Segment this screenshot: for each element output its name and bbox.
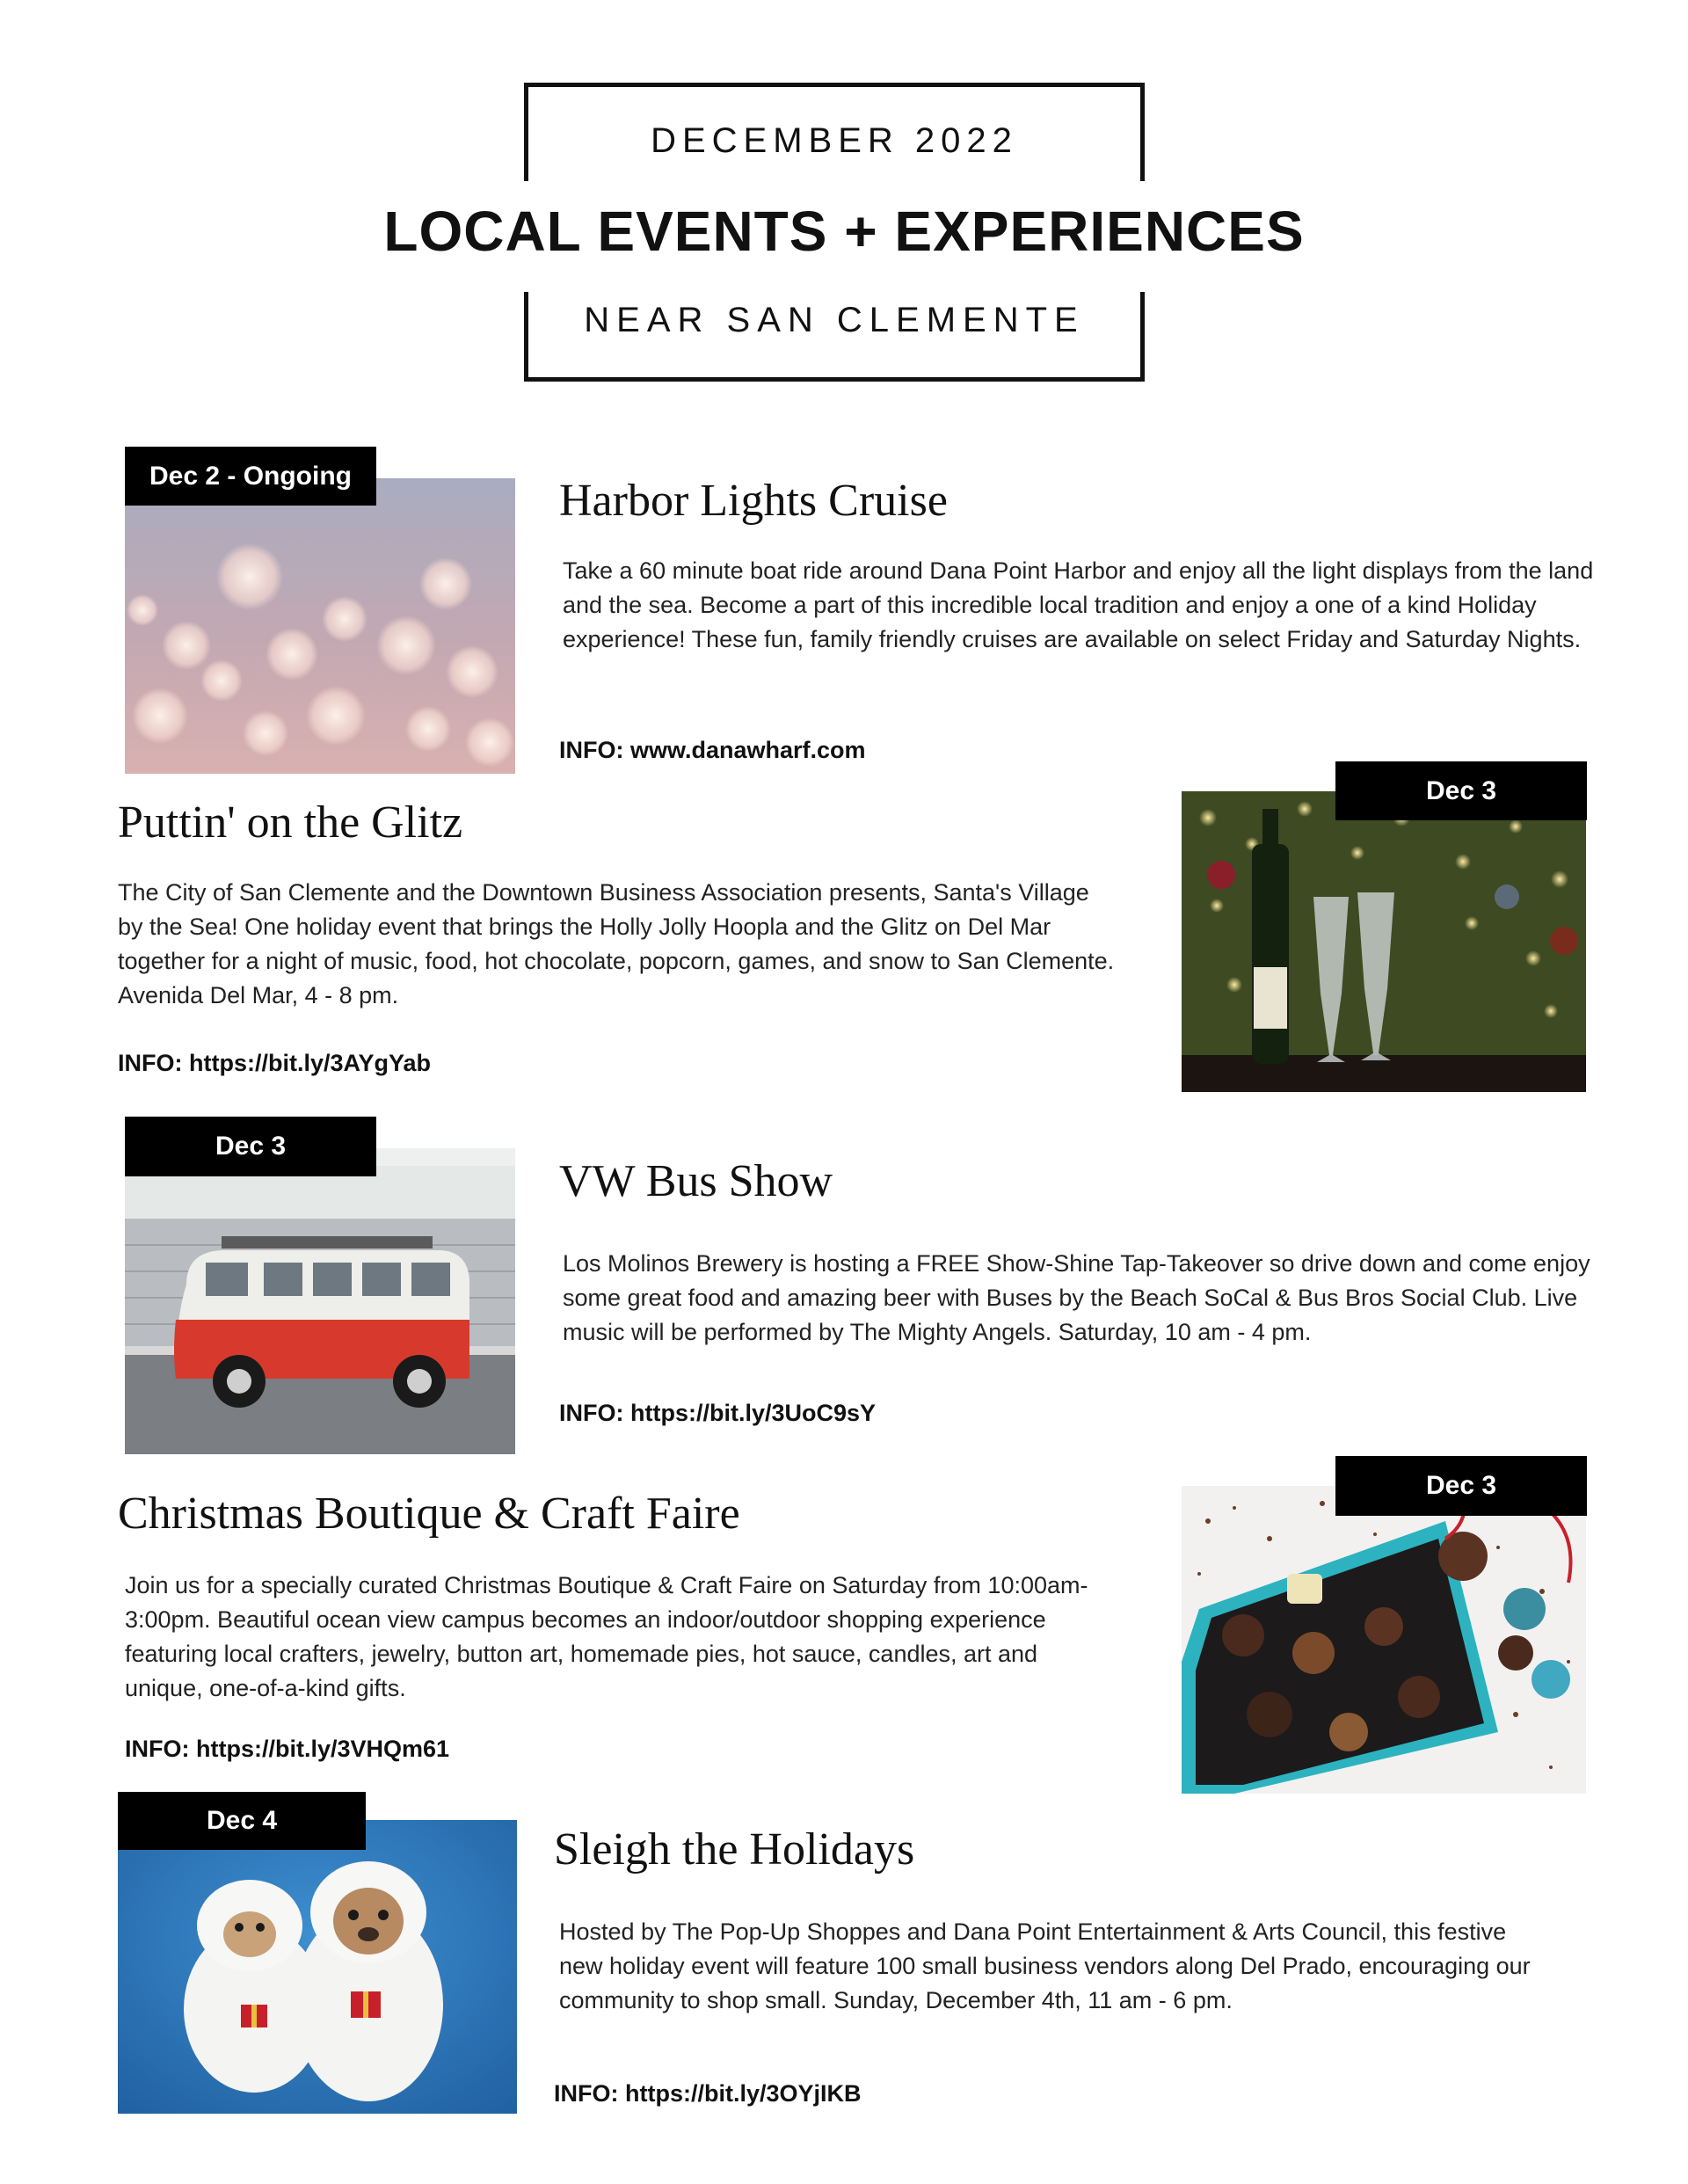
champagne-glasses-photo <box>1182 791 1586 1092</box>
date-tag: Dec 3 <box>1335 1456 1587 1516</box>
date-tag: Dec 4 <box>118 1792 366 1850</box>
event-description: Hosted by The Pop-Up Shoppes and Dana Point Entertainment & Arts Council, this festive new holiday event will feature 100 small business vendors along Del Prado, encouraging our community to shop small. Sunday, December 4th, 11 am - 6 pm. <box>559 1918 1531 2013</box>
event-title: VW Bus Show <box>559 1156 833 1206</box>
date-tag: Dec 3 <box>125 1117 376 1176</box>
page-title: LOCAL EVENTS + EXPERIENCES <box>383 200 1305 263</box>
event-info-link[interactable]: INFO: https://bit.ly/3VHQm61 <box>125 1736 450 1762</box>
event-title: Sleigh the Holidays <box>554 1824 915 1875</box>
header-month: DECEMBER 2022 <box>651 121 1018 160</box>
event-info-link[interactable]: INFO: www.danawharf.com <box>559 737 866 763</box>
event-title: Puttin' on the Glitz <box>118 797 463 848</box>
dogs-costume-photo <box>118 1820 517 2114</box>
event-info-link[interactable]: INFO: https://bit.ly/3AYgYab <box>118 1050 432 1076</box>
event-info-link[interactable]: INFO: https://bit.ly/3UoC9sY <box>559 1400 877 1426</box>
event-description: Take a 60 minute boat ride around Dana Point Harbor and enjoy all the light displays from the land and the sea. Become a part of this incredible local tradition and enjoy a one of a kind Holiday experience! These fun, family friendly cruises are available on select Friday and Saturday Nights. <box>563 557 1594 652</box>
event-description: Join us for a specially curated Christmas Boutique & Craft Faire on Saturday from 10:00am-3:00pm. Beautiful ocean view campus becomes an indoor/outdoor shopping experience featuring local crafters, jewelry, button art, homemade pies, hot sauce, candles, art and unique, one-of-a-kind gifts. <box>125 1572 1088 1701</box>
event-title: Harbor Lights Cruise <box>559 476 948 526</box>
header-subtitle: NEAR SAN CLEMENTE <box>584 301 1085 339</box>
chocolates-photo <box>1182 1486 1586 1794</box>
vw-bus-photo <box>125 1148 515 1454</box>
event-title: Christmas Boutique & Craft Faire <box>118 1489 740 1539</box>
date-tag: Dec 3 <box>1335 761 1587 820</box>
event-description: Los Molinos Brewery is hosting a FREE Show-Shine Tap-Takeover so drive down and come enjoy some great food and amazing beer with Buses by the Beach SoCal & Bus Bros Social Club. Live music will be performed by The Mighty Angels. Saturday, 10 am - 4 pm. <box>563 1250 1590 1345</box>
date-tag: Dec 2 - Ongoing <box>125 447 376 506</box>
event-description: The City of San Clemente and the Downtown Business Association presents, Santa's Village by the Sea! One holiday event that brings the Holly Jolly Hoopla and the Glitz on Del Mar together for a night of music, food, hot chocolate, popcorn, games, and snow to San Clemente. Avenida Del Mar, 4 - 8 pm. <box>118 879 1115 1008</box>
event-info-link[interactable]: INFO: https://bit.ly/3OYjIKB <box>554 2080 862 2107</box>
bokeh-lights-photo <box>125 478 515 774</box>
